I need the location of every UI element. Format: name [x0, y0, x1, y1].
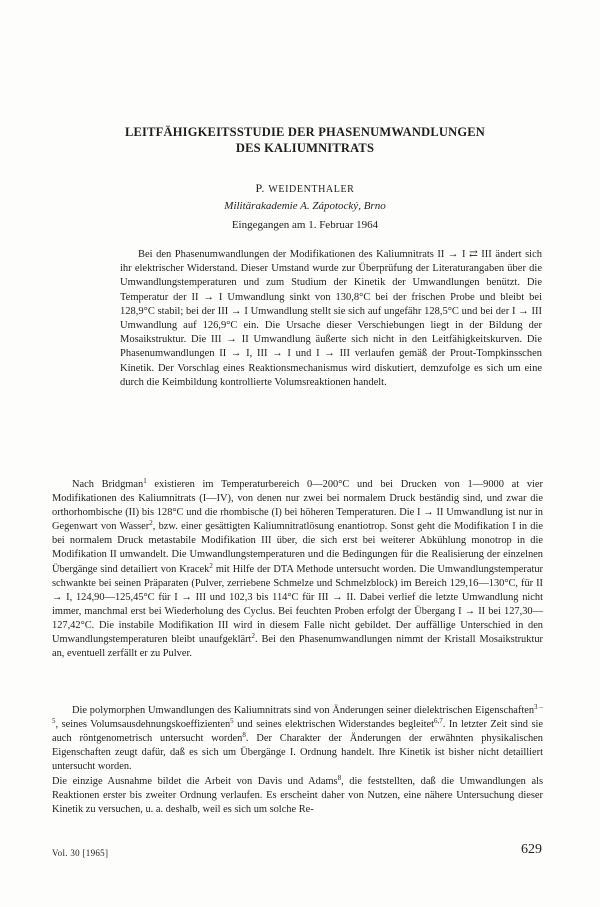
citation-superscript: 1 [143, 477, 147, 485]
citation-superscript: 8 [242, 731, 246, 740]
citation-superscript: 2 [251, 632, 255, 641]
p2-text-d: . In letzter Zeit sind sie auch röntgenometrisch untersucht worden [52, 719, 543, 745]
citation-superscript: 3 – 5 [52, 703, 544, 726]
p2-text-e: . Der Charakter der Änderungen der erwähnten physikalischen Eigenschaften zeugt dafür, daß es sich um Übergänge I. Ordnung handelt. Ihre Kinetik ist bisher nicht detailliert untersucht worden. [52, 733, 543, 773]
page-number: 629 [521, 842, 542, 857]
p1-text-a: Nach Bridgman [72, 479, 144, 490]
received-date: Eingegangen am 1. Februar 1964 [231, 219, 379, 231]
author-lastname: WEIDENTHALER [268, 184, 355, 195]
affiliation: Militärakademie A. Zápotocký, Brno [224, 200, 386, 212]
citation-superscript: 2 [149, 519, 153, 528]
author-initial: P. [255, 181, 269, 195]
body-paragraph-2 [52, 704, 543, 774]
p3-text-a: Die einzige Ausnahme bildet die Arbeit von Davis und Adams [52, 776, 338, 787]
citation-superscript: 6,7 [434, 717, 443, 726]
title-line-1: LEITFÄHIGKEITSSTUDIE DER PHASENUMWANDLUNGEN [124, 125, 486, 139]
p1-text-e: . Bei den Phasenumwandlungen nimmt der Kristall Mosaikstruktur an, eventuell zerfällt er zu Pulver. [52, 634, 543, 660]
title-line-2: DES KALIUMNITRATS [235, 141, 375, 155]
p2-text-b: , seines Volumsausdehnungskoeffizienten [55, 719, 231, 731]
citation-superscript: 5 [230, 717, 234, 726]
abstract: Bei den Phasenumwandlungen der Modifikationen des Kaliumnitrats II → I ⇄ III ändert sich ihr elektrischer Widerstand. Dieser Umstand wurde zur Überprüfung der Literaturangaben über die Umwandlungstemperaturen und zum Studium der Kinetik der Umwandlungen benützt. Die Temperatur der II → I Umwandlung sinkt von 130,8°C bei der frischen Probe und bleibt bei 128,9°C stabil; bei der III → I Umwandlung stellt sie sich auf ungefähr 128,5°C und bei der I → III Umwandlung auf 126,9°C ein. Die Ursache dieser Verschiebungen liegt in der Bildung der Mosaikstruktur. Die III → II Umwandlung äußerte sich nicht in den Leitfähigkeitskurven. Die Phasenumwandlungen II → I, III → I und I → III verlaufen gemäß der Prout-Tompkinsschen Kinetik. Der Vorschlag eines Reaktionsmechanismus wird diskutiert, demzufolge es sich um eine durch die Keimbildung kontrollierte Volumsreaktionen handelt. [120, 249, 542, 388]
paper-title [70, 124, 540, 156]
p2-text-c: und seines elektrischen Widerstandes begleitet [233, 719, 434, 731]
p3-text-b: , die feststellten, daß die Umwandlungen als Reaktionen erster bis zweiter Ordnung verlaufen. Es erscheint daher von Nutzen, eine nähere Untersuchung dieser Kinetik zu versuchen, u. a. deshalb, weil es sich um solche Re- [52, 776, 543, 816]
body-paragraph-3 [52, 775, 543, 817]
body-paragraph-1 [52, 478, 543, 661]
citation-superscript: 8 [337, 774, 342, 782]
p2-text-a: Die polymorphen Umwandlungen des Kaliumnitrats sind von Änderungen seiner dielektrischen Eigenschaften [72, 705, 535, 716]
p1-text-d: mit Hilfe der DTA Methode untersucht worden. Die Umwandlungstemperatur schwankte bei seinen Präparaten (Pulver, zerriebene Schmelze und Schmelzblock) im Bereich 129,16—130°C, für II → I, 124,90—125,45°C für I → III und 102,3 bis 114°C für III → II. Dabei verlief die letzte Umwandlung nicht immer, manchmal erst bei Wiederholung des Cyclus. Bei feuchten Proben erfolgt der Übergang I → II bei 127,30—127,42°C. Die instabile Modifikation III wird in diesem Falle nicht gebildet. Der auffällige Unterschied in den Umwandlungstemperaturen bleibt unaufgeklärt [52, 563, 543, 646]
p1-text-b: existieren im Temperaturbereich 0—200°C und bei Drucken von 1—9000 at vier Modifikationen des Kaliumnitrats (I—IV), von denen nur zwei bei normalem Druck beständig sind, und zwar die orthorhombische (II) bis 128°C und die rhombische (I) bei höheren Temperaturen. Die I → II Umwandlung ist nur in Gegenwart von Wasser [52, 479, 543, 533]
citation-superscript: 2 [209, 561, 213, 570]
p1-text-c: , bzw. einer gesättigten Kaliumnitratlösung enantiotrop. Sonst geht die Modifikation I in die bei normalem Druck metastabile Modifikation III über, die sich erst bei weiterer Abkühlung monotrop in die Modifikation II umwandelt. Die Umwandlungstemperaturen und die Bedingungen für die Realisierung der einzelnen Übergänge sind detailiert von Kracek [52, 521, 543, 575]
journal-volume: Vol. 30 [1965] [52, 848, 109, 858]
author [70, 181, 540, 196]
